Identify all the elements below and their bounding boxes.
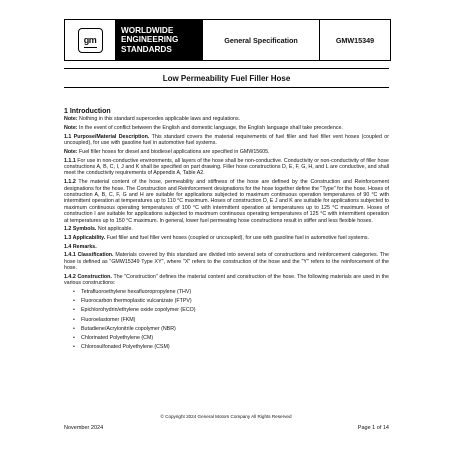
note-text: In the event of conflict between the English and domestic language, the English language shall take precedence. — [77, 125, 343, 132]
spec-number: GMW15349 — [335, 35, 375, 45]
list-item: • Fluoroelastomer (FKM) — [73, 317, 389, 323]
gm-logo: gm — [78, 28, 103, 53]
note-paragraph — [64, 149, 389, 155]
document-title: Low Permeability Fuel Filler Hose — [64, 68, 389, 88]
note-paragraph — [64, 116, 389, 122]
list-item: • Tetrafluoroethylene hexafluoropropylene (THV) — [73, 289, 389, 295]
clause-label: 1.1.2 — [64, 179, 76, 186]
note-text: Fuel filler hoses for diesel and biodiesel applications are specified in GMW15605. — [77, 148, 270, 155]
clause-label: 1.2 Symbols. — [64, 226, 97, 233]
logo-cell — [65, 20, 115, 60]
clause-label: 1.4.2 Construction. — [64, 273, 112, 280]
materials-list — [64, 289, 389, 351]
list-item: • Chlorosulfonated Polyethylene (CSM) — [73, 344, 389, 350]
clause-label: 1.4 Remarks. — [64, 243, 97, 250]
spec-type: General Specification — [203, 20, 320, 60]
note-label: Note: — [64, 125, 78, 132]
note-paragraph — [64, 125, 389, 131]
remarks-heading — [64, 244, 389, 250]
applicability-paragraph — [64, 235, 389, 241]
clause-text: The "Construction" defines the material content and construction of the hose. The following materials are used in the various constructions: — [64, 273, 389, 287]
clause-text: Fuel filler and fuel filler vent hoses (coupled or uncoupled), for use with gasoline fuel in automotive fuel systems. — [105, 234, 370, 241]
page-number: Page 1 of 14 — [357, 425, 389, 431]
section-heading: 1 Introduction — [64, 108, 111, 115]
clause-label: 1.4.1 Classification. — [64, 252, 114, 259]
list-item: • Fluorocarbon thermoplastic vulcanizate (FTPV) — [73, 298, 389, 304]
purpose-paragraph — [64, 134, 389, 147]
list-item: • Butadiene/Acrylonitrile copolymer (NBR) — [73, 326, 389, 332]
list-item: • Chlorinated Polyethylene (CM) — [73, 335, 389, 341]
document-body — [64, 109, 389, 353]
clause-paragraph — [64, 158, 389, 177]
symbols-paragraph — [64, 226, 389, 232]
construction-paragraph — [64, 274, 389, 287]
classification-paragraph — [64, 252, 389, 271]
clause-text: Materials covered by this standard are divided into several sets of constructions and reinforcement categories. The hose is defined as "GMW15349 Type XY", where "X" refers to the construction of the hose and the "Y" refers to the reinforcement of the hose. — [64, 252, 389, 272]
list-item: • Epichlorohydrin/ethylene oxide copolymer (ECO) — [73, 307, 389, 313]
copyright-notice: © Copyright 2024 General Motors Company All Rights Reserved — [160, 414, 292, 419]
clause-text: This standard covers the material requirements of fuel filler and fuel filler vent hoses (coupled or uncoupled), for use with gasoline fuel in automotive fuel systems. — [64, 133, 389, 147]
clause-text: The material content of the hose, permeability and stiffness of the hose are defined by the Construction and Reinforcement designations for the hose. The Construction and Reinforcement designations for the hose together define the "Type" for the hose. Hoses of construction A, B, C, F, G and H are suitable for applications subjected to maximum continuous operation temperatures of 90 °C with intermittent operation at temperatures up to 110 °C maximum. Hoses of construction D, E J and K are suitable for applications subjected to maximum continuous operating temperatures of 100 °C with intermittent operation at temperatures up to 125 °C maximum. Hoses of construction I are suitable for applications subjected to maximum continuous operating temperatures of 125 °C with intermittent operation at temperatures up to 150 °C maximum. In general, lower fuel permeating hose constructions result in stiffer and less flexible hoses. — [64, 179, 389, 224]
title-line-3: STANDARDS — [121, 44, 172, 54]
clause-text: For use in non-conductive environments, all layers of the hose shall be non-conductive. Conductivity or non-conductivity of filler hose constructions A, B, C, I, J and K shall be specified on part drawing. Filler hose constructions D, E, F, G, H, and L are conductive, and shall meet the conductivity requirements of Appendix A, Table A2. — [64, 157, 389, 177]
clause-label: 1.1 Purpose/Material Description. — [64, 133, 150, 140]
document-header — [64, 19, 391, 61]
title-line-1: WORLDWIDE — [121, 25, 174, 35]
clause-paragraph — [64, 179, 389, 224]
clause-text: Not applicable. — [96, 226, 133, 233]
clause-label: 1.1.1 — [64, 157, 76, 164]
note-text: Nothing in this standard supercedes applicable laws and regulations. — [77, 116, 241, 123]
note-label: Note: — [64, 148, 78, 155]
title-line-2: ENGINEERING — [121, 35, 179, 45]
clause-label: 1.3 Applicability. — [64, 234, 106, 241]
note-label: Note: — [64, 116, 78, 123]
footer-date: November 2024 — [64, 425, 104, 431]
standards-title-block — [115, 20, 203, 60]
page-footer — [64, 425, 389, 431]
